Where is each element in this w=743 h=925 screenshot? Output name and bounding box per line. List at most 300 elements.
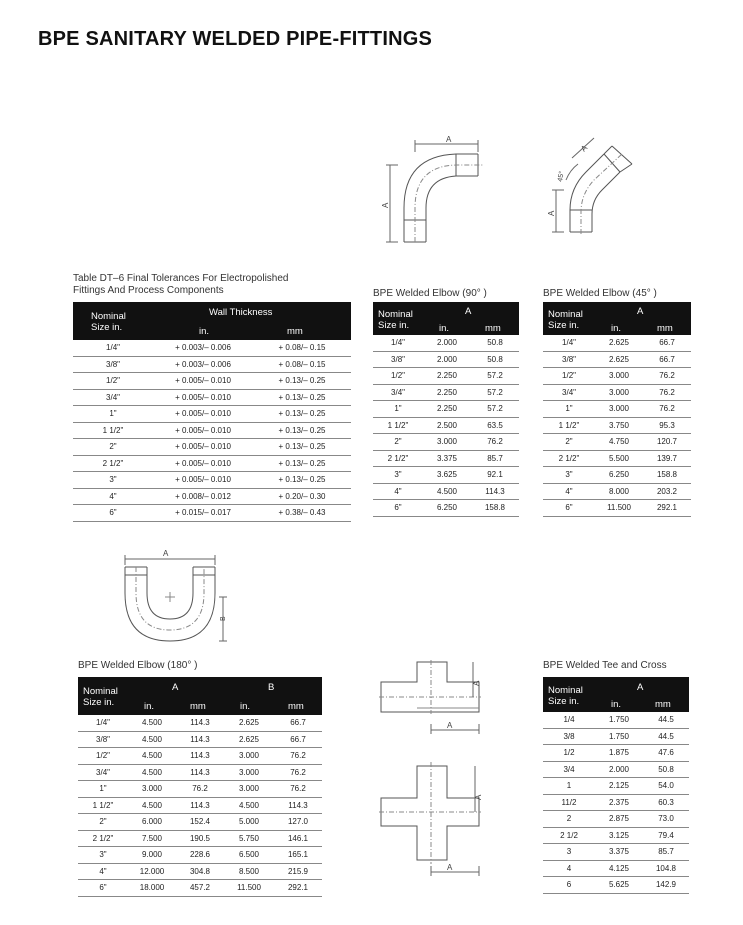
- cell-value: 6.250: [595, 467, 643, 484]
- table-row: [543, 368, 691, 385]
- table-row: [543, 483, 691, 500]
- table-row: [543, 811, 689, 828]
- cell-value: 50.8: [471, 335, 519, 351]
- angle-45-label: 45°: [557, 170, 566, 183]
- table-row: [543, 877, 689, 894]
- header-group-b: B: [268, 682, 275, 693]
- table-row: [373, 384, 519, 401]
- cell-value: + 0.13/– 0.25: [253, 406, 351, 423]
- cell-size: 1/2": [543, 368, 595, 385]
- cell-value: + 0.005/– 0.010: [153, 422, 253, 439]
- cell-value: 142.9: [643, 877, 689, 894]
- cell-value: 79.4: [643, 827, 689, 844]
- cell-value: 4.125: [595, 860, 643, 877]
- cell-value: + 0.08/– 0.15: [253, 340, 351, 356]
- table-row: [78, 731, 322, 748]
- cell-value: 12.000: [128, 863, 176, 880]
- cell-size: 1: [543, 778, 595, 795]
- cross-diagram: [375, 760, 485, 880]
- cell-value: 66.7: [274, 715, 322, 731]
- cell-value: 3.000: [224, 764, 274, 781]
- cell-value: 2.125: [595, 778, 643, 795]
- cell-size: 3": [543, 467, 595, 484]
- cell-value: + 0.005/– 0.010: [153, 406, 253, 423]
- table-header: [73, 302, 351, 340]
- cell-value: 73.0: [643, 811, 689, 828]
- cell-size: 4": [78, 863, 128, 880]
- table-row: [373, 368, 519, 385]
- cell-value: 3.750: [595, 417, 643, 434]
- cell-value: 57.2: [471, 401, 519, 418]
- cell-value: 2.250: [423, 401, 471, 418]
- cell-value: 5.000: [224, 814, 274, 831]
- cell-size: 1": [73, 406, 153, 423]
- table-row: [543, 794, 689, 811]
- cell-value: 5.500: [595, 450, 643, 467]
- header-group: Wall Thickness: [209, 307, 273, 318]
- cell-value: 5.750: [224, 830, 274, 847]
- cell-value: + 0.003/– 0.006: [153, 340, 253, 356]
- table-row: [78, 863, 322, 880]
- cell-value: 114.3: [274, 797, 322, 814]
- cell-size: 1/4": [373, 335, 423, 351]
- table-row: [73, 488, 351, 505]
- cell-value: 190.5: [176, 830, 224, 847]
- dim-a-label: A: [447, 721, 453, 730]
- table-row: [78, 748, 322, 765]
- header-size: Size in.: [83, 697, 115, 708]
- header-nominal: Nominal: [91, 311, 126, 322]
- cell-value: 18.000: [128, 880, 176, 897]
- cell-value: 120.7: [643, 434, 691, 451]
- data-table: [543, 712, 689, 894]
- table-row: [543, 335, 691, 351]
- cell-value: 60.3: [643, 794, 689, 811]
- cell-value: 6.250: [423, 500, 471, 517]
- header-in: in.: [199, 326, 210, 337]
- cell-value: 4.500: [224, 797, 274, 814]
- header-in: in.: [611, 323, 622, 334]
- cell-value: 4.500: [128, 797, 176, 814]
- table-row: [543, 745, 689, 762]
- cell-value: 66.7: [643, 335, 691, 351]
- cell-size: 1/2: [543, 745, 595, 762]
- cell-value: 2.000: [423, 351, 471, 368]
- cell-value: + 0.13/– 0.25: [253, 389, 351, 406]
- table-row: [73, 472, 351, 489]
- cell-size: 3/4": [543, 384, 595, 401]
- cell-value: 203.2: [643, 483, 691, 500]
- header-in: in.: [240, 701, 251, 712]
- cell-value: 1.750: [595, 728, 643, 745]
- table-header: [78, 677, 322, 715]
- cell-value: 4.500: [128, 748, 176, 765]
- cell-value: + 0.005/– 0.010: [153, 455, 253, 472]
- table-row: [78, 880, 322, 897]
- table-header: [543, 677, 689, 712]
- header-group-a: A: [172, 682, 179, 693]
- elbow180-table: [78, 677, 322, 897]
- header-group: A: [465, 306, 472, 317]
- table-row: [78, 797, 322, 814]
- cell-value: 3.000: [128, 781, 176, 798]
- cell-value: 54.0: [643, 778, 689, 795]
- dim-a-label: A: [547, 210, 556, 216]
- cell-value: 292.1: [643, 500, 691, 517]
- cell-size: 1 1/2": [543, 417, 595, 434]
- cell-value: 2.000: [423, 335, 471, 351]
- cell-size: 2": [373, 434, 423, 451]
- cell-value: 146.1: [274, 830, 322, 847]
- table-row: [543, 450, 691, 467]
- table-row: [543, 500, 691, 517]
- tee-cross-caption: BPE Welded Tee and Cross: [543, 660, 667, 671]
- cell-value: 2.875: [595, 811, 643, 828]
- table-row: [543, 384, 691, 401]
- cell-value: 114.3: [471, 483, 519, 500]
- cell-size: 3/4: [543, 761, 595, 778]
- table-row: [373, 335, 519, 351]
- cell-value: + 0.38/– 0.43: [253, 505, 351, 522]
- cell-value: + 0.005/– 0.010: [153, 389, 253, 406]
- table-row: [73, 422, 351, 439]
- cell-size: 3/8": [543, 351, 595, 368]
- table-row: [543, 778, 689, 795]
- cell-size: 3/8": [73, 356, 153, 373]
- cell-size: 3/4": [73, 389, 153, 406]
- tolerance-table-caption: [73, 273, 288, 297]
- header-size: Size in.: [378, 320, 410, 331]
- cell-value: 57.2: [471, 384, 519, 401]
- cell-value: + 0.13/– 0.25: [253, 439, 351, 456]
- table-row: [78, 830, 322, 847]
- cell-value: 9.000: [128, 847, 176, 864]
- table-row: [73, 340, 351, 356]
- data-table: [373, 335, 519, 517]
- elbow45-caption: BPE Welded Elbow (45° ): [543, 288, 657, 299]
- cell-value: 11.500: [224, 880, 274, 897]
- cell-value: 3.375: [423, 450, 471, 467]
- cell-size: 1": [543, 401, 595, 418]
- cell-size: 1/2": [373, 368, 423, 385]
- data-table: [73, 340, 351, 522]
- header-mm: mm: [485, 323, 501, 334]
- cell-value: 4.500: [423, 483, 471, 500]
- cell-value: + 0.13/– 0.25: [253, 422, 351, 439]
- table-row: [543, 401, 691, 418]
- cell-value: 47.6: [643, 745, 689, 762]
- data-table: [543, 335, 691, 517]
- cell-size: 3": [78, 847, 128, 864]
- header-in: in.: [611, 699, 622, 710]
- cell-value: 114.3: [176, 731, 224, 748]
- table-row: [543, 351, 691, 368]
- header-nominal: Nominal: [83, 686, 118, 697]
- cell-value: + 0.008/– 0.012: [153, 488, 253, 505]
- cell-size: 3/8": [78, 731, 128, 748]
- cell-value: 50.8: [471, 351, 519, 368]
- cell-value: + 0.13/– 0.25: [253, 373, 351, 390]
- header-mm: mm: [655, 699, 671, 710]
- cell-value: + 0.005/– 0.010: [153, 373, 253, 390]
- cell-value: 57.2: [471, 368, 519, 385]
- cell-value: 114.3: [176, 748, 224, 765]
- cell-size: 1/4: [543, 712, 595, 728]
- header-nominal: Nominal: [548, 309, 583, 320]
- cell-size: 1/4": [78, 715, 128, 731]
- cell-size: 3": [73, 472, 153, 489]
- table-row: [373, 467, 519, 484]
- cell-value: + 0.015/– 0.017: [153, 505, 253, 522]
- table-row: [543, 844, 689, 861]
- cell-value: 292.1: [274, 880, 322, 897]
- header-size: Size in.: [548, 696, 580, 707]
- cell-size: 4": [373, 483, 423, 500]
- header-in: in.: [439, 323, 450, 334]
- cell-size: 2 1/2": [73, 455, 153, 472]
- cell-value: 76.2: [471, 434, 519, 451]
- cell-value: 85.7: [643, 844, 689, 861]
- header-size: Size in.: [91, 322, 123, 333]
- cell-value: 158.8: [471, 500, 519, 517]
- table-row: [78, 781, 322, 798]
- dim-a-label: A: [472, 680, 481, 686]
- cell-value: 3.625: [423, 467, 471, 484]
- cell-size: 3/8: [543, 728, 595, 745]
- table-row: [73, 406, 351, 423]
- cell-value: 3.125: [595, 827, 643, 844]
- cell-value: 4.500: [128, 731, 176, 748]
- cell-size: 3: [543, 844, 595, 861]
- cell-value: 44.5: [643, 712, 689, 728]
- cell-size: 4": [543, 483, 595, 500]
- cell-size: 6": [543, 500, 595, 517]
- cell-value: 3.000: [595, 384, 643, 401]
- dim-a-label: A: [474, 794, 483, 800]
- elbow45-table: [543, 302, 691, 517]
- table-row: [73, 505, 351, 522]
- cell-size: 6": [78, 880, 128, 897]
- cell-value: 2.625: [595, 351, 643, 368]
- table-row: [373, 450, 519, 467]
- cell-size: 2": [73, 439, 153, 456]
- cell-value: + 0.20/– 0.30: [253, 488, 351, 505]
- table-row: [543, 417, 691, 434]
- header-in: in.: [144, 701, 155, 712]
- elbow180-caption: BPE Welded Elbow (180° ): [78, 660, 198, 671]
- cell-value: 1.750: [595, 712, 643, 728]
- cell-size: 1/2": [73, 373, 153, 390]
- cell-size: 2 1/2": [543, 450, 595, 467]
- cell-size: 6: [543, 877, 595, 894]
- cell-size: 1/2": [78, 748, 128, 765]
- table-row: [73, 356, 351, 373]
- table-row: [373, 351, 519, 368]
- tee-cross-table: [543, 677, 689, 894]
- cell-size: 1/4": [73, 340, 153, 356]
- cell-value: 139.7: [643, 450, 691, 467]
- tee-diagram: [375, 658, 485, 738]
- cell-value: 6.500: [224, 847, 274, 864]
- cell-value: 2.625: [224, 715, 274, 731]
- cell-value: 2.375: [595, 794, 643, 811]
- dim-a-label: A: [163, 549, 169, 558]
- table-row: [543, 860, 689, 877]
- cell-value: + 0.13/– 0.25: [253, 455, 351, 472]
- caption-line: Fittings And Process Components: [73, 285, 224, 296]
- cell-value: 114.3: [176, 797, 224, 814]
- cell-value: 7.500: [128, 830, 176, 847]
- table-row: [78, 764, 322, 781]
- cell-size: 3/4": [78, 764, 128, 781]
- table-row: [373, 434, 519, 451]
- cell-value: 3.000: [595, 368, 643, 385]
- elbow-45-diagram: [542, 130, 652, 245]
- cell-size: 2": [78, 814, 128, 831]
- cell-value: + 0.003/– 0.006: [153, 356, 253, 373]
- table-row: [78, 847, 322, 864]
- page-title: BPE SANITARY WELDED PIPE-FITTINGS: [38, 28, 433, 50]
- table-row: [78, 814, 322, 831]
- table-row: [73, 439, 351, 456]
- cell-value: 2.250: [423, 384, 471, 401]
- header-group: A: [637, 306, 644, 317]
- header-mm: mm: [190, 701, 206, 712]
- elbow-180-diagram: [115, 545, 230, 655]
- cell-size: 4: [543, 860, 595, 877]
- elbow-90-diagram: [380, 130, 500, 245]
- cell-value: 50.8: [643, 761, 689, 778]
- caption-line: Table DT–6 Final Tolerances For Electropolished: [73, 273, 289, 284]
- dim-a-label: A: [447, 863, 453, 872]
- cell-value: 44.5: [643, 728, 689, 745]
- cell-value: 2.625: [595, 335, 643, 351]
- cell-value: 63.5: [471, 417, 519, 434]
- cell-value: 85.7: [471, 450, 519, 467]
- table-row: [543, 434, 691, 451]
- table-row: [73, 373, 351, 390]
- table-row: [373, 483, 519, 500]
- dim-b-label: B: [220, 616, 227, 621]
- dim-a-label: A: [446, 135, 452, 144]
- header-nominal: Nominal: [548, 685, 583, 696]
- cell-value: 3.000: [224, 781, 274, 798]
- dim-a-label: A: [579, 143, 590, 154]
- cell-size: 11/2: [543, 794, 595, 811]
- cell-value: 215.9: [274, 863, 322, 880]
- cell-value: 76.2: [274, 748, 322, 765]
- cell-value: 3.000: [595, 401, 643, 418]
- cell-value: 76.2: [176, 781, 224, 798]
- table-row: [543, 728, 689, 745]
- cell-size: 2 1/2": [78, 830, 128, 847]
- cell-value: 2.500: [423, 417, 471, 434]
- cell-value: 228.6: [176, 847, 224, 864]
- cell-value: 92.1: [471, 467, 519, 484]
- table-row: [73, 389, 351, 406]
- cell-value: + 0.005/– 0.010: [153, 439, 253, 456]
- cell-value: 158.8: [643, 467, 691, 484]
- cell-value: 4.750: [595, 434, 643, 451]
- cell-size: 2: [543, 811, 595, 828]
- cell-value: 95.3: [643, 417, 691, 434]
- cell-value: 76.2: [274, 764, 322, 781]
- cell-value: 3.375: [595, 844, 643, 861]
- cell-value: 3.000: [224, 748, 274, 765]
- elbow90-caption: BPE Welded Elbow (90° ): [373, 288, 487, 299]
- cell-value: 76.2: [643, 401, 691, 418]
- cell-size: 6": [73, 505, 153, 522]
- cell-size: 1": [373, 401, 423, 418]
- header-group: A: [637, 682, 644, 693]
- cell-value: 304.8: [176, 863, 224, 880]
- cell-value: 66.7: [274, 731, 322, 748]
- cell-value: 5.625: [595, 877, 643, 894]
- dim-a-label: A: [381, 202, 390, 208]
- cell-value: 2.000: [595, 761, 643, 778]
- cell-value: 76.2: [643, 368, 691, 385]
- header-nominal: Nominal: [378, 309, 413, 320]
- table-row: [373, 417, 519, 434]
- cell-value: 165.1: [274, 847, 322, 864]
- cell-size: 2 1/2: [543, 827, 595, 844]
- cell-value: 152.4: [176, 814, 224, 831]
- cell-value: + 0.13/– 0.25: [253, 472, 351, 489]
- table-row: [78, 715, 322, 731]
- cell-value: 104.8: [643, 860, 689, 877]
- cell-size: 1 1/2": [373, 417, 423, 434]
- cell-value: 2.250: [423, 368, 471, 385]
- cell-size: 3/8": [373, 351, 423, 368]
- cell-value: 2.625: [224, 731, 274, 748]
- cell-value: 8.000: [595, 483, 643, 500]
- cell-value: 76.2: [274, 781, 322, 798]
- cell-value: 3.000: [423, 434, 471, 451]
- header-size: Size in.: [548, 320, 580, 331]
- cell-value: + 0.005/– 0.010: [153, 472, 253, 489]
- cell-size: 2": [543, 434, 595, 451]
- header-mm: mm: [288, 701, 304, 712]
- elbow90-table: [373, 302, 519, 517]
- tolerance-table: [73, 302, 351, 522]
- cell-size: 3/4": [373, 384, 423, 401]
- cell-value: 114.3: [176, 715, 224, 731]
- cell-value: + 0.08/– 0.15: [253, 356, 351, 373]
- table-row: [373, 500, 519, 517]
- cell-value: 127.0: [274, 814, 322, 831]
- table-row: [543, 827, 689, 844]
- cell-value: 6.000: [128, 814, 176, 831]
- cell-value: 11.500: [595, 500, 643, 517]
- header-mm: mm: [657, 323, 673, 334]
- cell-value: 4.500: [128, 715, 176, 731]
- cell-size: 2 1/2": [373, 450, 423, 467]
- cell-value: 1.875: [595, 745, 643, 762]
- cell-size: 1 1/2": [73, 422, 153, 439]
- cell-value: 76.2: [643, 384, 691, 401]
- data-table: [78, 715, 322, 897]
- cell-value: 66.7: [643, 351, 691, 368]
- cell-size: 1": [78, 781, 128, 798]
- table-header: [373, 302, 519, 335]
- table-row: [373, 401, 519, 418]
- table-row: [73, 455, 351, 472]
- cell-size: 4": [73, 488, 153, 505]
- cell-value: 114.3: [176, 764, 224, 781]
- cell-value: 8.500: [224, 863, 274, 880]
- cell-size: 6": [373, 500, 423, 517]
- table-row: [543, 712, 689, 728]
